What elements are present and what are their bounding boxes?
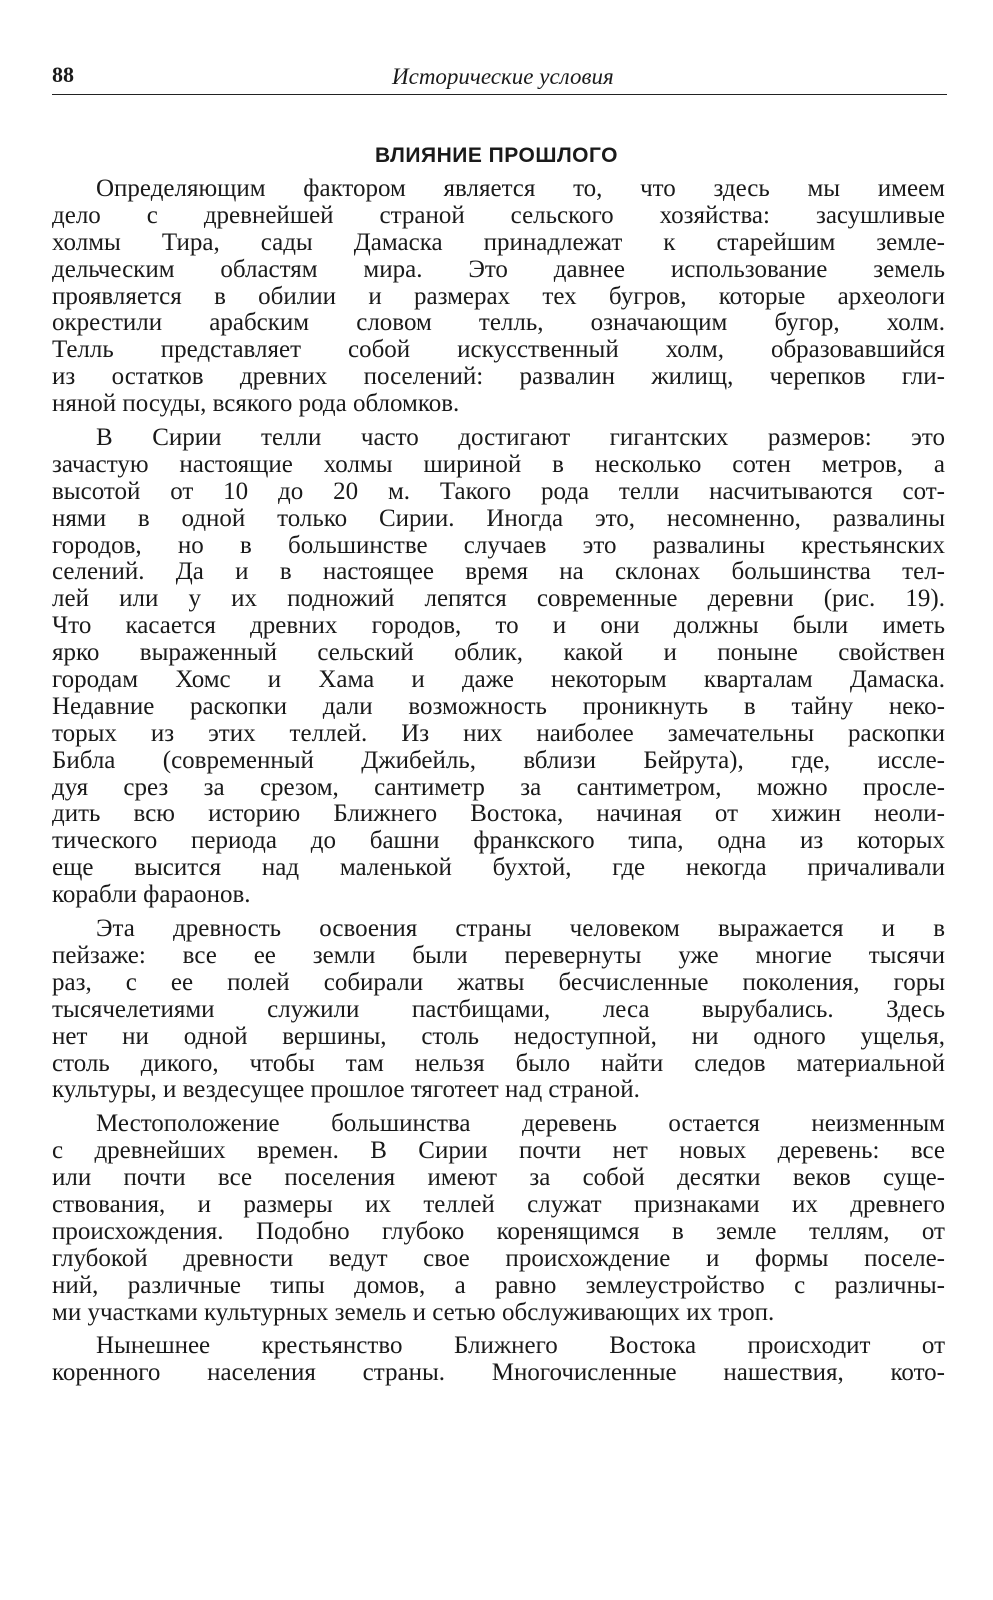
text-line: высотой от 10 до 20 м. Такого рода телли насчитываются сот- [52, 477, 945, 505]
text-line: ний, различные типы домов, а равно землеустройство с различны- [52, 1271, 945, 1299]
text-line: окрестили арабским словом телль, означающим бугор, холм. [52, 309, 945, 337]
text-line: коренного населения страны. Многочисленные нашествия, кото- [52, 1359, 945, 1387]
text-line: городов, но в большинстве случаев это развалины крестьянских [52, 531, 945, 559]
text-line: раз, с ее полей собирали жатвы бесчисленные поколения, горы [52, 968, 945, 996]
text-line: глубокой древности ведут свое происхождение и формы поселе- [52, 1244, 945, 1272]
section-title: ВЛИЯНИЕ ПРОШЛОГО [375, 144, 618, 167]
text-line: дуя срез за срезом, сантиметр за сантиметром, можно просле- [52, 773, 945, 801]
text-line: Недавние раскопки дали возможность проникнуть в тайну неко- [52, 692, 945, 720]
text-line: Эта древность освоения страны человеком выражается и в [96, 915, 945, 943]
text-line: или почти все поселения имеют за собой десятки веков суще- [52, 1164, 945, 1192]
text-line: пейзаже: все ее земли были перевернуты уже многие тысячи [52, 941, 945, 969]
text-line: ствования, и размеры их теллей служат признаками их древнего [52, 1190, 945, 1218]
text-line: нями в одной только Сирии. Иногда это, несомненно, развалины [52, 504, 945, 532]
paragraph-2 [52, 425, 945, 909]
text-line: дить всю историю Ближнего Востока, начиная от хижин неоли- [52, 800, 945, 828]
text-line: из остатков древних поселений: развалин жилищ, черепков гли- [52, 363, 945, 391]
text-line: нет ни одной вершины, столь недоступной, ни одного ущелья, [52, 1022, 945, 1050]
text-line: еще высится над маленькой бухтой, где некогда причаливали [52, 854, 945, 882]
text-line: Местоположение большинства деревень остается неизменным [96, 1110, 945, 1138]
text-line: ми участками культурных земель и сетью обслуживающих их троп. [52, 1298, 775, 1326]
paragraph-3 [52, 916, 945, 1104]
text-line: торых из этих теллей. Из них наиболее замечательны раскопки [52, 719, 945, 747]
text-line: происхождения. Подобно глубоко коренящимся в земле теллям, от [52, 1217, 945, 1245]
text-line: городам Хомс и Хама и даже некоторым кварталам Дамаска. [52, 666, 945, 694]
text-line: зачастую настоящие холмы шириной в несколько сотен метров, а [52, 450, 945, 478]
text-line: тического периода до башни франкского типа, одна из которых [52, 827, 945, 855]
text-line: дело с древнейшей страной сельского хозяйства: засушливые [52, 201, 945, 229]
text-line: проявляется в обилии и размерах тех бугров, которые археологи [52, 282, 945, 310]
text-line: селений. Да и в настоящее время на склонах большинства тел- [52, 558, 945, 586]
text-line: няной посуды, всякого рода обломков. [52, 390, 460, 418]
paragraph-5 [52, 1333, 945, 1387]
text-line: с древнейших времен. В Сирии почти нет новых деревень: все [52, 1137, 945, 1165]
text-line: Что касается древних городов, то и они должны были иметь [52, 612, 945, 640]
running-title: Исторические условия [392, 64, 614, 89]
text-line: столь дикого, чтобы там нельзя было найти следов материальной [52, 1049, 945, 1077]
text-line: холмы Тира, сады Дамаска принадлежат к старейшим земле- [52, 228, 945, 256]
text-line: Нынешнее крестьянство Ближнего Востока происходит от [96, 1332, 945, 1360]
text-line: корабли фараонов. [52, 881, 251, 909]
text-line: культуры, и вездесущее прошлое тяготеет над страной. [52, 1076, 640, 1104]
text-line: Определяющим фактором является то, что здесь мы имеем [96, 175, 945, 202]
body-text [52, 176, 945, 1394]
text-line: Библа (современный Джибейль, вблизи Бейрута), где, иссле- [52, 746, 945, 774]
text-line: дельческим областям мира. Это давнее использование земель [52, 255, 945, 283]
paragraph-4 [52, 1111, 945, 1326]
running-header [52, 58, 947, 95]
paragraph-1 [52, 176, 945, 418]
text-line: лей или у их подножий лепятся современные деревни (рис. 19). [52, 585, 945, 613]
text-line: Телль представляет собой искусственный холм, образовавшийся [52, 336, 945, 364]
text-line: В Сирии телли часто достигают гигантских размеров: это [96, 424, 945, 452]
page-number: 88 [52, 62, 74, 87]
text-line: ярко выраженный сельский облик, какой и поныне свойствен [52, 639, 945, 667]
text-line: тысячелетиями служили пастбищами, леса вырубались. Здесь [52, 995, 945, 1023]
